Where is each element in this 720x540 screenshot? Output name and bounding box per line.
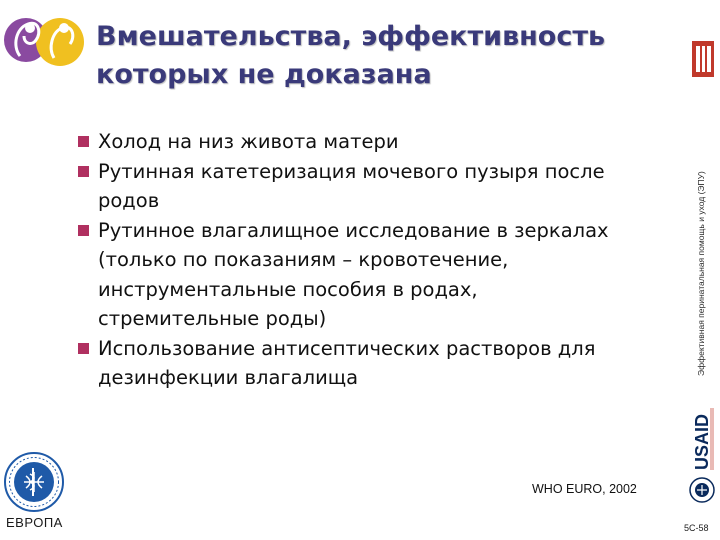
list-item (78, 334, 668, 393)
list-item (78, 216, 668, 334)
list-item-text: Холод на низ живота матери (98, 130, 399, 153)
list-item (78, 157, 668, 216)
round-seal-icon (688, 476, 716, 504)
list-item-text: (только по показаниям – кровотечение, (98, 248, 509, 271)
usaid-logo-icon (688, 406, 716, 472)
title-line: Вмешательства, эффективность (96, 21, 606, 52)
square-bullet-icon (78, 166, 89, 177)
list-item-text: стремительные роды) (98, 307, 327, 330)
list-item-text: родов (98, 189, 160, 212)
who-emblem-icon (2, 450, 66, 516)
bullet-list (78, 127, 668, 393)
who-caption: ЕВРОПА (6, 515, 63, 530)
square-bullet-icon (78, 225, 89, 236)
bar-logo-icon (691, 40, 715, 78)
square-bullet-icon (78, 343, 89, 354)
page-title (96, 18, 656, 94)
list-item-text: Использование антисептических растворов для (98, 336, 596, 360)
list-item-text: дезинфекции влагалища (98, 366, 359, 389)
list-item-text: Рутинное влагалищное исследование в зеркалах (98, 218, 609, 242)
list-item-text: инструментальные пособия в родах, (98, 277, 478, 301)
vertical-program-text: Эффективная перинатальная помощь и уход (ЭПУ) (696, 171, 706, 376)
usaid-logo-text: USAID (692, 413, 712, 470)
slide-number: 5C-58 (684, 523, 709, 533)
list-item (78, 127, 668, 157)
title-line: которых не доказана (96, 59, 432, 90)
list-item-text: Рутинная катетеризация мочевого пузыря после (98, 159, 605, 183)
mother-child-logo-icon (2, 6, 86, 78)
square-bullet-icon (78, 136, 89, 147)
citation: WHO EURO, 2002 (532, 482, 637, 496)
